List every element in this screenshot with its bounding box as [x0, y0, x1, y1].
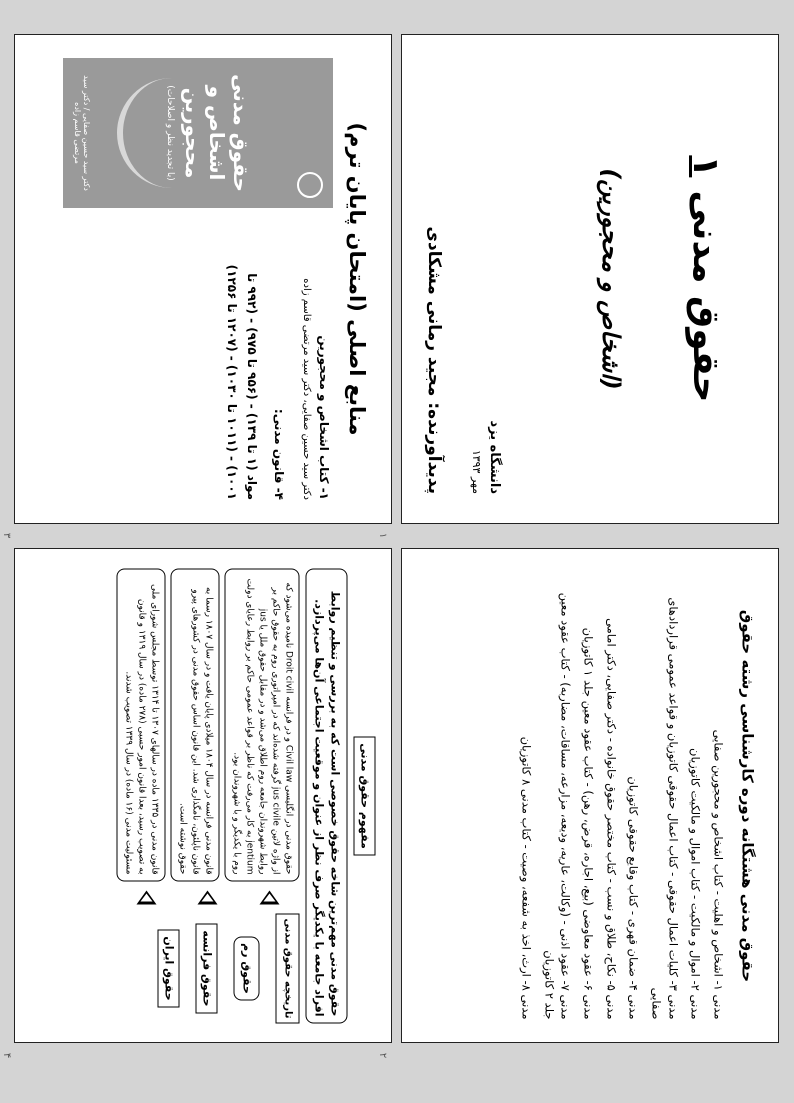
course-item: مدنی ۲- اموال و مالکیت - کتاب اموال و مالکیت کاتوزیان	[688, 747, 703, 1019]
arrow-icon	[137, 890, 157, 904]
slide-1	[401, 34, 779, 524]
slide-3	[14, 34, 392, 524]
course-item: مدنی ۱- اشخاص و اهلیت - کتاب اشخاص و محجورین صفایی	[711, 729, 726, 1019]
course-item: مدنی ۴- ضمان قهری - کتاب وقایع حقوقی کاتوزیان	[626, 775, 641, 1019]
articles-line-2: ۱۰۰۱) - (۱۰۱۱ تا ۱۰۳۰) - (۱۲۰۷ تا ۱۲۵۶)	[225, 264, 240, 500]
france-text: قانون مدنی فرانسه در سال ۱۸۰۴ میلادی پایان یافت و در سال ۱۸۰۷ رسما به قانون ناپلئون، نامگذاری شد. این قانون اساس حقوق مدنی در کشورهای پیرو حقوق نوشته است.	[170, 568, 219, 881]
course-item: مدنی ۷- عقود اذنی - (وکالت، عاریه، ودیعه، مزارعه، مساقات، مضاربه) - کتاب عقود معین جلد ۲ کاتوزیان	[542, 592, 573, 1019]
arrow-icon	[259, 890, 279, 904]
history-label: تاریخچه حقوق مدنی	[275, 913, 300, 1023]
slide-1-date: مهر ۱۳۹۳	[470, 449, 483, 494]
rome-label: حقوق رم	[233, 936, 259, 1001]
definition-box: حقوق مدنی مهم‌ترین شاخه حقوق خصوصی است که به بررسی و تنظیم روابط افراد جامعه با یکدیگر صرف نظر از عنوان و موقعیت اجتماعی آن‌ها می‌پردازد.	[306, 568, 348, 1023]
slide-3-title: منابع اصلی (امتحان پایان ترم)	[345, 122, 369, 436]
iran-label: حقوق ایران	[157, 929, 179, 1007]
slide-4	[14, 548, 392, 1043]
course-item: مدنی ۳- کلیات اعمال حقوقی - کتاب اعمال حقوقی کاتوزیان و قواعد عمومی قراردادهای صفایی	[649, 596, 681, 1019]
cover-decoration	[117, 78, 183, 188]
logo-icon	[297, 172, 323, 198]
iran-text: قانون مدنی در ۱۳۳۵ ماده در سالهای ۱۳۰۷ تا ۱۳۱۴ توسط مجلس شورای ملی به تصویب رسید، بعدا قانون امور حسبی (۲۷۸ ماده) در سال ۱۳۱۹ و قانون مسئولیت مدنی (۱۶ ماده) در سال ۱۳۳۹ تصویب شدند.	[116, 568, 165, 881]
page-number-3: ۳	[1, 532, 13, 539]
slide-1-author: پدیدآورنده: مجید رمانی مشکادی	[424, 226, 444, 494]
slide-1-subtitle: (اشخاص و محجورین)	[597, 168, 625, 390]
course-item: مدنی ۵- نکاح، طلاق و نسب - کتاب مختصر حقوق خانواده - دکتر صفایی، دکتر امامی	[604, 617, 619, 1019]
slide-3-content	[23, 44, 383, 514]
slide-1-content	[410, 44, 770, 514]
cover-authors: دکتر سید حسین صفایی / دکتر سید مرتضی قاسم زاده	[73, 75, 91, 191]
slide-2-heading: حقوق مدنی هشتگانه دوره کارشناسی رشته حقوق	[738, 609, 757, 982]
arrow-icon	[198, 890, 218, 904]
course-item: مدنی ۸- ارث، اخذ به شفعه، وصیت - کتاب مدنی ۸ کاتوزیان	[519, 736, 534, 1019]
book-cover-image	[63, 58, 333, 208]
cover-title: حقوق مدنی اشخاص و محجورین	[181, 74, 253, 192]
course-list	[518, 572, 727, 1019]
cover-subtitle: (با تجدید نظر و اصلاحات)	[165, 85, 175, 181]
book-item: ۱- کتاب اشخاص و محجورین	[317, 335, 331, 500]
rome-text: حقوق مدنی در انگلیسی Civil law و در فرانسه Droit civil نامیده می‌شود که از واژه لاتین jus civile گرفته شده‌اند که در امپراتوری روم به حقوق حاکم بر روابط شهروندان جامعه روم اطلاق می‌شد و در مقابل حقوق ملل یا jus jentium به کار می‌رفت که ناظر بر قواعد عمومی حاکم بر روابط رعایای دولت روم با یکدیگر و با شهروندان بود.	[224, 568, 299, 881]
book-authors: دکتر سید حسین صفایی، دکتر سید مرتضی قاسم زاده	[300, 278, 312, 500]
course-item: مدنی ۶- عقود معاوضی (بیع، اجاره، قرض، رهن) - کتاب عقود معین جلد ۱ کاتوزیان	[581, 627, 596, 1019]
page-number-4: ۴	[1, 1052, 13, 1059]
slide-2	[401, 548, 779, 1043]
law-item: ۴- قانون مدنی:	[271, 408, 286, 500]
page-number-2: ۲	[377, 1052, 389, 1059]
concept-label: مفهوم حقوق مدنی	[354, 736, 376, 856]
slide-1-university: دانشگاه یزد	[487, 420, 502, 494]
slide-1-title-number: ۱	[685, 155, 726, 178]
articles-line-1: مواد (۱ تا ۱۳۹) - (۹۵۶ تا ۹۷۵) - (۹۹۲ تا	[244, 273, 259, 500]
slide-1-title: حقوق مدنی	[685, 190, 726, 403]
france-label: حقوق فرانسه	[195, 923, 217, 1013]
page-number-1: ۱	[377, 532, 389, 539]
slide-2-content	[411, 558, 771, 1033]
slide-4-content	[24, 558, 384, 1033]
